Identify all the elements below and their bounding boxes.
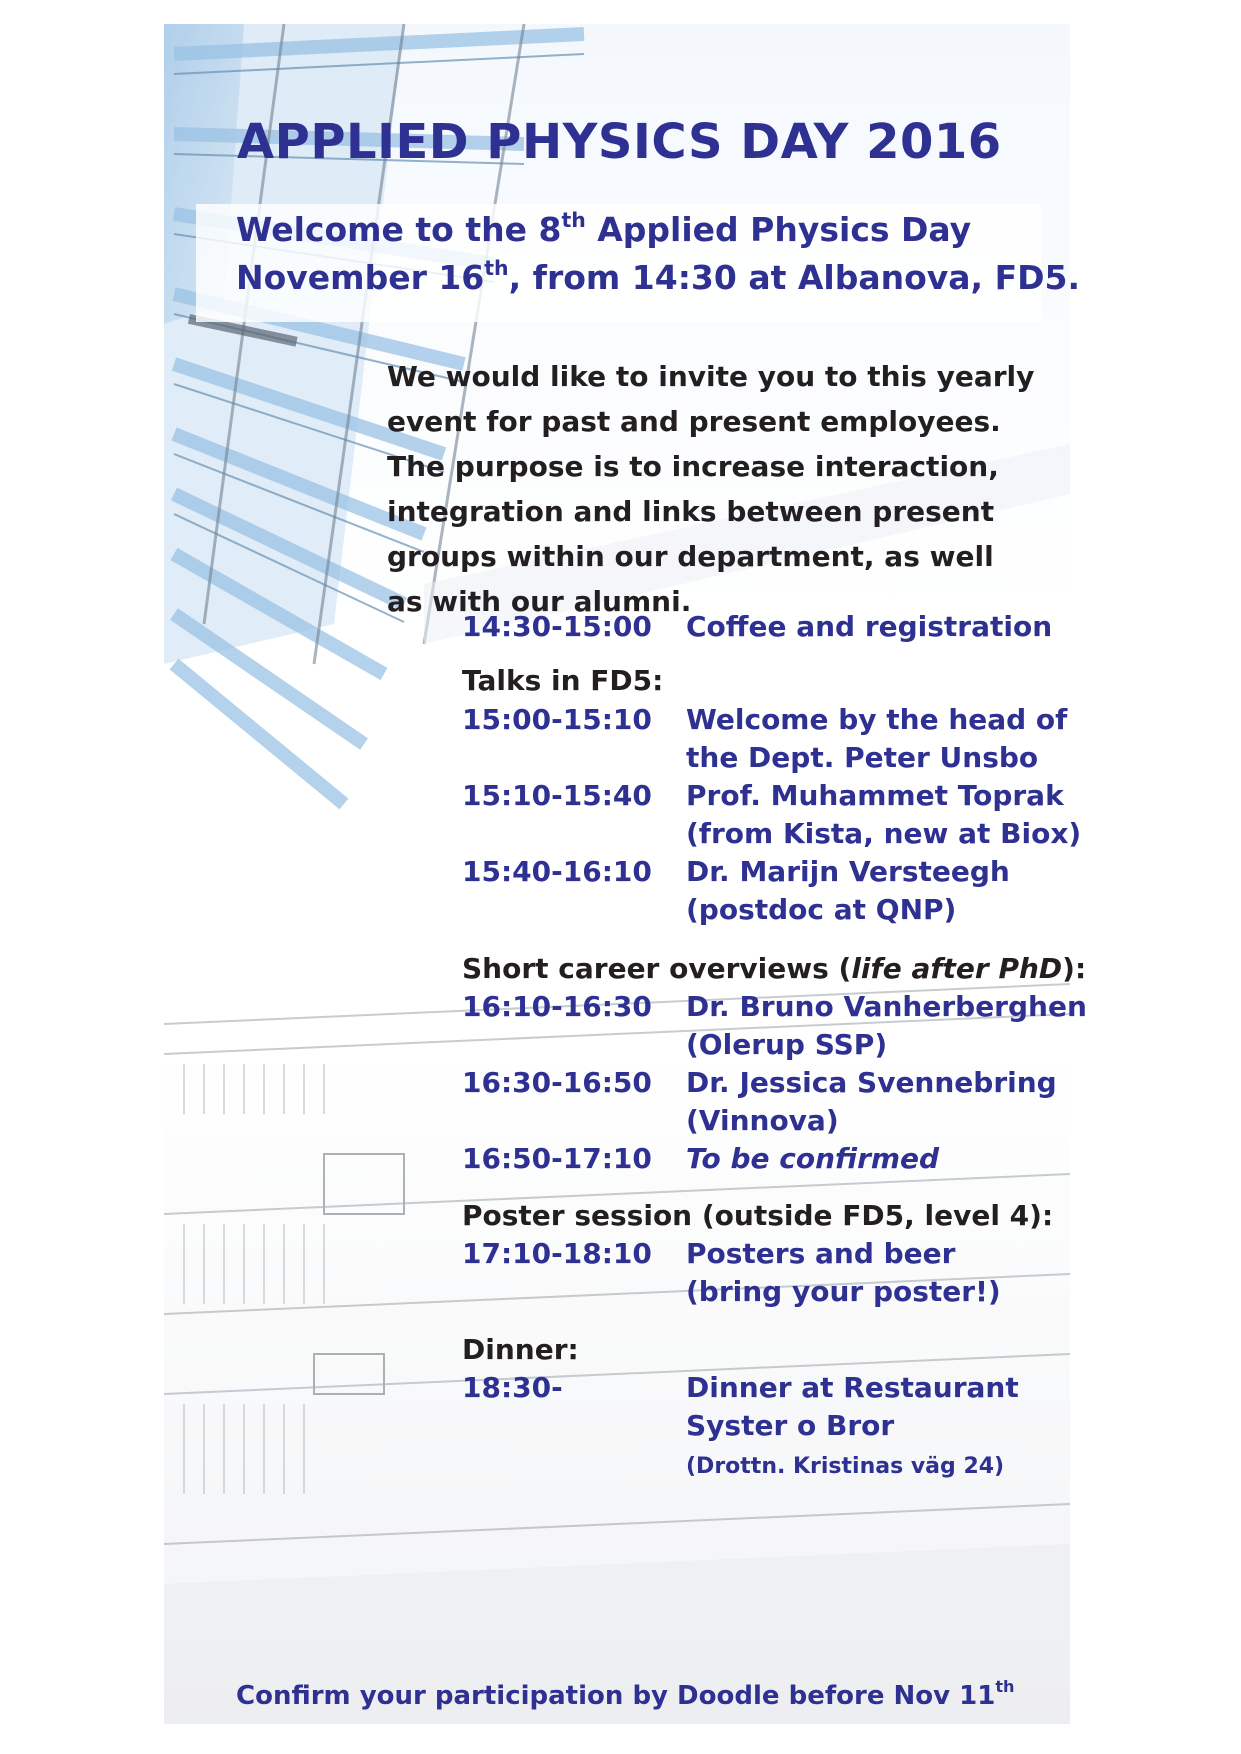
career-heading: Short career overviews (life after PhD):	[462, 952, 1087, 985]
schedule-desc: Dinner at Restaurant	[686, 1371, 1019, 1404]
schedule-time: 16:10-16:30	[462, 990, 652, 1023]
schedule-desc: To be confirmed	[686, 1142, 940, 1175]
schedule-desc: Posters and beer	[686, 1237, 956, 1270]
intro-paragraph: We would like to invite you to this yearly event for past and present employees. The purpose is to increase interaction, integration and links between present groups within our department, as well as with our alumni.	[387, 360, 1035, 618]
schedule-time: 15:40-16:10	[462, 855, 652, 888]
schedule-time: 18:30-	[462, 1371, 563, 1404]
schedule-desc: Dr. Marijn Versteegh	[686, 855, 1010, 888]
schedule-time: 15:10-15:40	[462, 779, 652, 812]
talks-heading: Talks in FD5:	[462, 664, 664, 697]
date-location-line: November 16th, from 14:30 at Albanova, FD5.	[236, 256, 1081, 297]
schedule-time: 17:10-18:10	[462, 1237, 652, 1270]
confirm-note: Confirm your participation by Doodle before Nov 11th	[236, 1677, 1015, 1711]
schedule-desc: Coffee and registration	[686, 610, 1053, 643]
schedule-desc: Dr. Bruno Vanherberghen	[686, 990, 1087, 1023]
schedule-desc: Dr. Jessica Svennebring	[686, 1066, 1057, 1099]
schedule-desc: (postdoc at QNP)	[686, 893, 957, 926]
poster-title: APPLIED PHYSICS DAY 2016	[237, 114, 1002, 170]
schedule-desc: Welcome by the head of	[686, 703, 1068, 736]
schedule-time: 16:30-16:50	[462, 1066, 652, 1099]
schedule-desc: (from Kista, new at Biox)	[686, 817, 1082, 850]
schedule-desc: Prof. Muhammet Toprak	[686, 779, 1064, 812]
poster-heading: Poster session (outside FD5, level 4):	[462, 1199, 1054, 1232]
schedule-time: 14:30-15:00	[462, 610, 652, 643]
dinner-heading: Dinner:	[462, 1333, 579, 1366]
schedule-desc: (bring your poster!)	[686, 1275, 1001, 1308]
dinner-address: (Drottn. Kristinas väg 24)	[686, 1454, 1005, 1479]
schedule-desc: (Vinnova)	[686, 1104, 839, 1137]
schedule-desc: the Dept. Peter Unsbo	[686, 741, 1039, 774]
schedule-time: 16:50-17:10	[462, 1142, 652, 1175]
schedule-time: 15:00-15:10	[462, 703, 652, 736]
schedule-desc: (Olerup SSP)	[686, 1028, 888, 1061]
event-poster	[164, 24, 1087, 1724]
schedule-desc: Syster o Bror	[686, 1409, 895, 1442]
welcome-line: Welcome to the 8th Applied Physics Day	[236, 208, 972, 249]
